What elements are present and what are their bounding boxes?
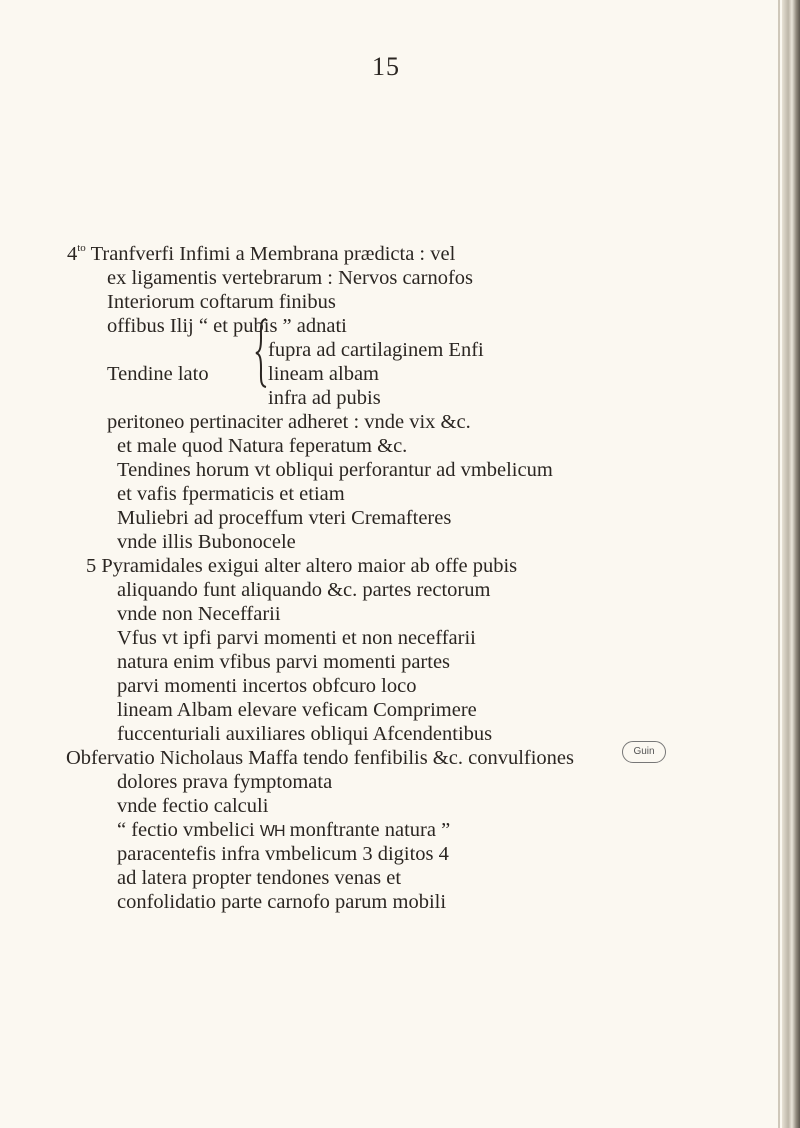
text-line: et male quod Natura feperatum &c.	[117, 435, 408, 457]
text-line: Tendines horum vt obliqui perforantur ad vmbelicum	[117, 459, 553, 481]
text-line: lineam albam	[268, 363, 379, 385]
library-stamp: Guin	[622, 741, 666, 763]
text-line	[117, 818, 450, 844]
line-text: monftrante natura ”	[289, 819, 451, 841]
text-line: Interiorum coftarum finibus	[107, 291, 336, 313]
text-line: Tendine lato	[107, 363, 209, 385]
text-line: fuccenturiali auxiliares obliqui Afcendentibus	[117, 723, 493, 745]
text-line: fupra ad cartilaginem Enfi	[268, 339, 484, 361]
item-number: 4	[67, 243, 78, 265]
text-line: 5 Pyramidales exigui alter altero maior ab offe pubis	[86, 555, 518, 577]
text-line: dolores prava fymptomata	[117, 771, 333, 793]
text-line: offibus Ilij “ et pubis ” adnati	[107, 315, 347, 337]
page-edge	[782, 0, 800, 1128]
text-line: infra ad pubis	[268, 387, 381, 409]
text-line: Obfervatio Nicholaus Maffa tendo fenfibilis &c. convulfiones	[66, 747, 574, 769]
text-line: paracentefis infra vmbelicum 3 digitos 4	[117, 843, 449, 865]
text-line: natura enim vfibus parvi momenti partes	[117, 651, 451, 673]
line-text: Tranfverfi Infimi a Membrana prædicta : vel	[90, 243, 456, 265]
text-line: confolidatio parte carnofo parum mobili	[117, 891, 447, 913]
text-line: vnde non Neceffarii	[117, 603, 281, 625]
text-line: ex ligamentis vertebrarum : Nervos carnofos	[107, 267, 474, 289]
ordinal-superscript: to	[77, 242, 86, 254]
text-line: Vfus vt ipfi parvi momenti et non neceffarii	[117, 627, 476, 649]
text-line: vnde fectio calculi	[117, 795, 269, 817]
text-line: peritoneo pertinaciter adheret : vnde vix &c.	[107, 411, 471, 433]
text-line: et vafis fpermaticis et etiam	[117, 483, 345, 505]
text-line: aliquando funt aliquando &c. partes rectorum	[117, 579, 491, 601]
page-edge-line	[778, 0, 780, 1128]
text-line: Muliebri ad proceffum vteri Cremafteres	[117, 507, 452, 529]
page-number: 15	[372, 52, 400, 81]
text-line: vnde illis Bubonocele	[117, 531, 296, 553]
handwritten-mark: WH	[259, 823, 285, 840]
text-line	[67, 242, 455, 269]
text-line: lineam Albam elevare veficam Comprimere	[117, 699, 477, 721]
text-line: ad latera propter tendones venas et	[117, 867, 402, 889]
curly-brace-icon	[255, 318, 267, 388]
line-text: “ fectio vmbelici	[117, 819, 255, 841]
text-line: parvi momenti incertos obfcuro loco	[117, 675, 417, 697]
